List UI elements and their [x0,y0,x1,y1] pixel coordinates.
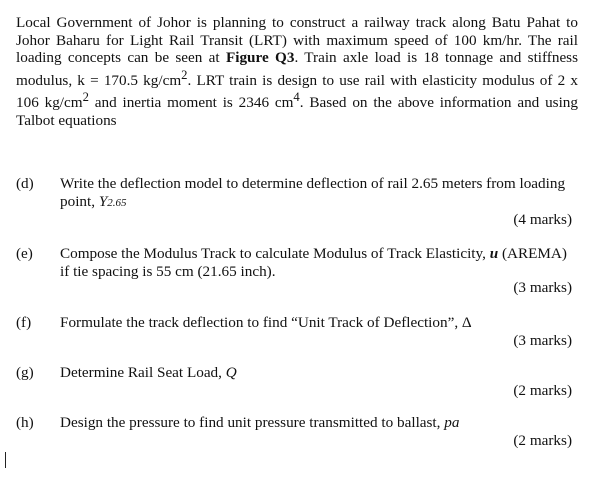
intro-text-1: Local Government of Johor is planning to construct a railway track along Batu Pahat to Johor Baharu for Light Rail Transit (LRT) with maximum speed of 100 km/hr. The rail loading concepts can be seen at [16,14,578,67]
question-label-e: (e) [16,245,33,262]
marks-f: (3 marks) [513,332,572,349]
intro-text-4: and inertia moment is 2346 cm [88,94,294,112]
question-text-e [60,245,572,281]
variable-q: Q [225,364,237,381]
question-text-h [60,414,572,432]
superscript-2b: 2 [82,90,89,105]
question-d-body: Write the deflection model to determine deflection of rail 2.65 meters from loading point, [60,175,566,210]
intro-text-3: . LRT train is design to use rail with elasticity modulus of 2 x 106 kg/cm [16,71,578,112]
problem-statement [16,14,578,130]
question-h-body: Design the pressure to find unit pressure transmitted to ballast, [60,414,445,431]
question-text-g [60,364,572,382]
question-text-f: Formulate the track deflection to find “Unit Track of Deflection”, Δ [60,314,472,331]
variable-u: u [489,245,499,262]
intro-text-2: . Train axle load is 18 tonnage and stiffness modulus, k = 170.5 kg/cm [16,49,578,89]
marks-e: (3 marks) [513,279,572,296]
question-text-d [60,175,572,212]
figure-reference: Figure Q3 [225,49,295,67]
question-e-body-2: (AREMA) if tie spacing is 55 cm (21.65 inch). [60,245,567,280]
marks-h: (2 marks) [513,432,572,449]
marks-g: (2 marks) [513,382,572,399]
marks-d: (4 marks) [513,211,572,228]
question-label-h: (h) [16,414,34,431]
variable-y-subscript: 2.65 [107,197,127,209]
question-g-body: Determine Rail Seat Load, [60,364,226,381]
text-cursor [5,452,6,468]
variable-pa: pa [444,414,460,431]
superscript-2: 2 [181,67,188,82]
question-label-d: (d) [16,175,34,192]
question-e-body: Compose the Modulus Track to calculate Modulus of Track Elasticity, [60,245,490,262]
question-label-f: (f) [16,314,32,331]
superscript-4: 4 [293,90,300,105]
intro-text-5: . Based on the above information and using Talbot equations [16,94,578,130]
variable-y: Y [98,193,108,210]
question-label-g: (g) [16,364,34,381]
